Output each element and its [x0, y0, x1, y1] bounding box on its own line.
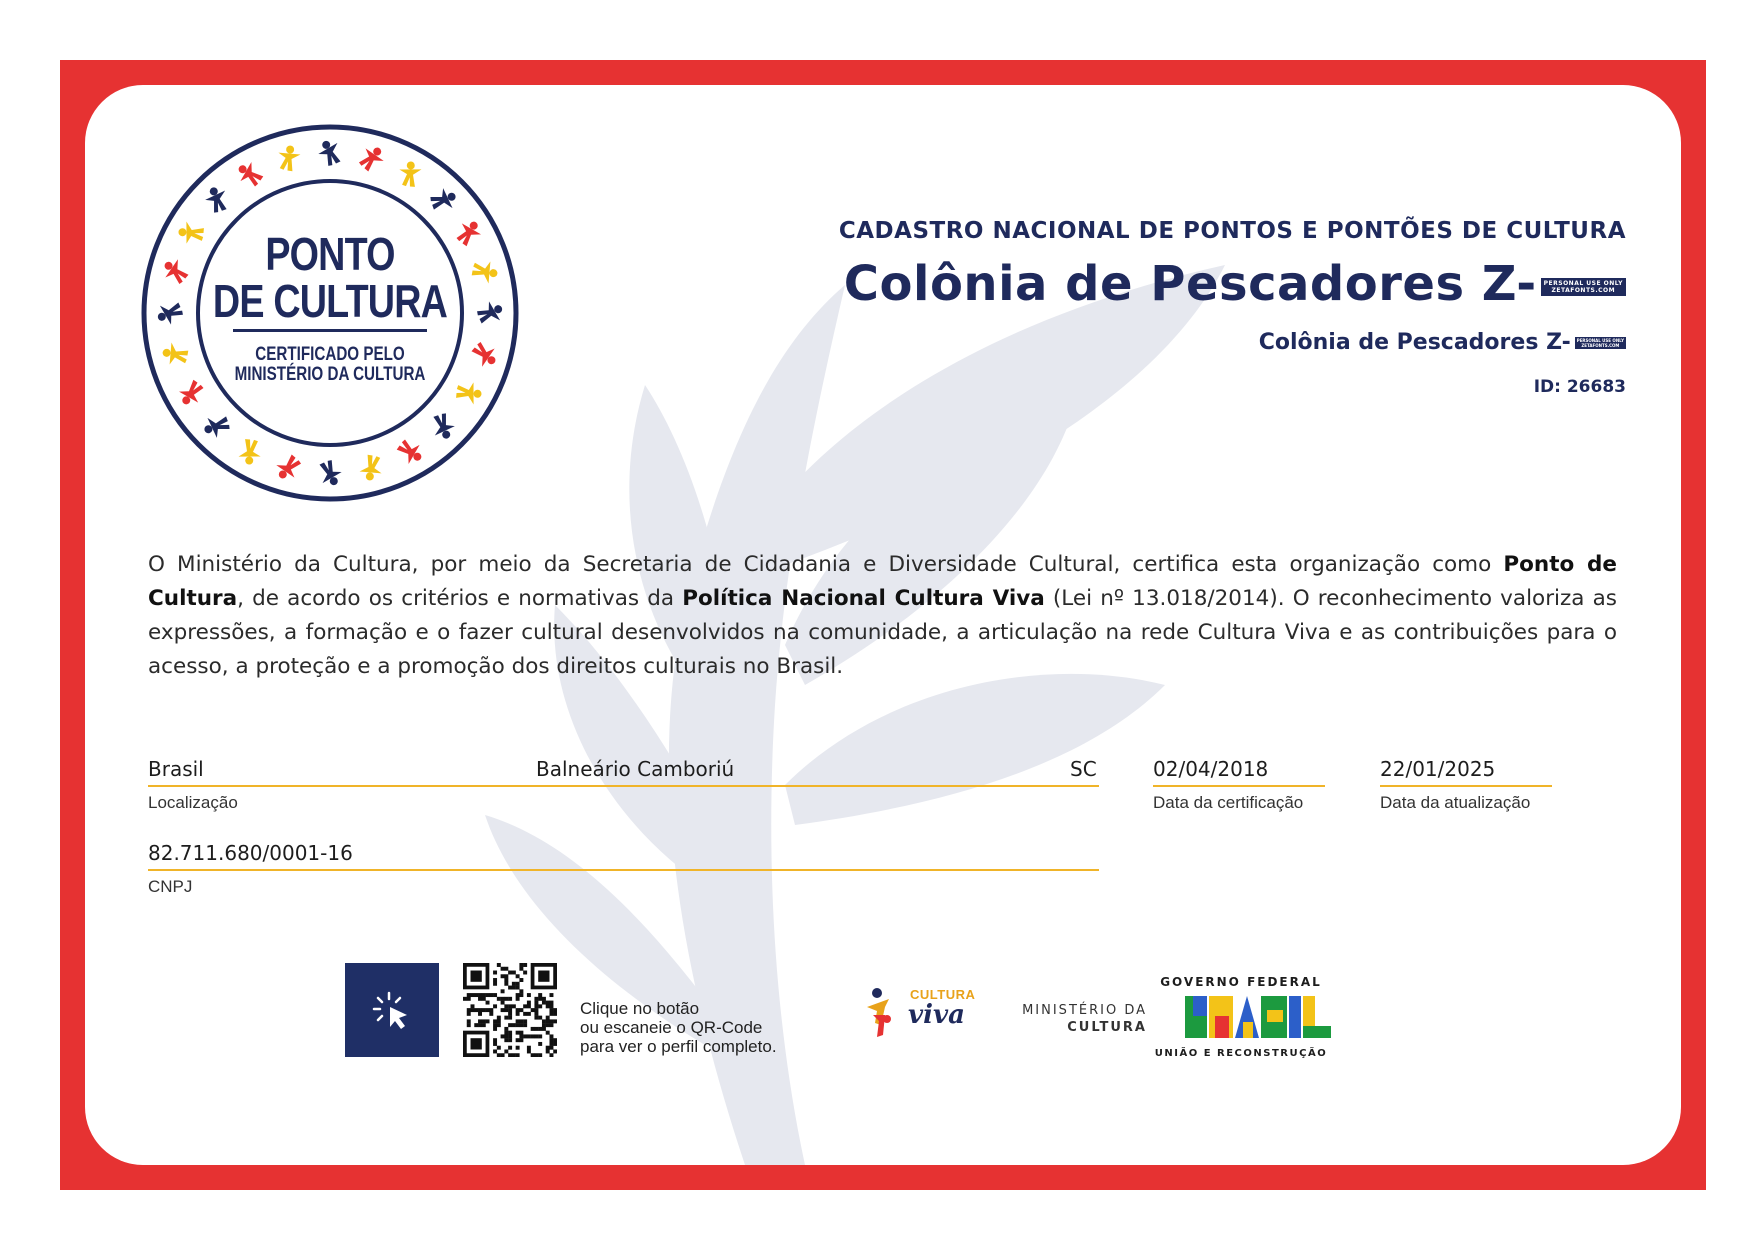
qr-module [542, 1027, 546, 1031]
qr-module [474, 1023, 478, 1027]
qr-module [519, 1023, 523, 1027]
seal-divider [233, 329, 427, 332]
qr-module [553, 1049, 557, 1053]
qr-code[interactable] [463, 963, 557, 1057]
qr-module [486, 1001, 490, 1005]
qr-module [471, 1004, 475, 1008]
qr-module [478, 993, 482, 997]
qr-module [493, 1019, 497, 1023]
statement-part-2: , de acordo os critérios e normativas da [237, 586, 683, 611]
qr-module [467, 1019, 471, 1023]
qr-module [486, 1019, 490, 1023]
open-profile-button[interactable] [345, 963, 439, 1057]
qr-module [508, 1038, 512, 1042]
cultura-viva-logo-bottom: viva [908, 1000, 965, 1030]
qr-module [482, 1023, 486, 1027]
qr-module [504, 1034, 508, 1038]
qr-module [504, 978, 508, 982]
qr-module [504, 1038, 508, 1042]
qr-module [493, 1027, 497, 1031]
qr-module [497, 1053, 501, 1057]
font-watermark-badge: PERSONAL USE ONLY ZETAFONTS.COM [1541, 278, 1626, 296]
qr-module [493, 1038, 497, 1042]
qr-module [516, 986, 520, 990]
qr-module [546, 1001, 550, 1005]
qr-module [478, 997, 482, 1001]
qr-module [538, 1042, 542, 1046]
qr-module [504, 1027, 508, 1031]
qr-module [508, 997, 512, 1001]
qr-module [527, 1001, 531, 1005]
brasil-government-logo [1185, 992, 1385, 1042]
qr-module [471, 1038, 482, 1049]
qr-module [527, 993, 531, 997]
qr-module [508, 1046, 512, 1050]
ministerio-line-2: CULTURA [1067, 1020, 1147, 1035]
qr-module [501, 1053, 505, 1057]
qr-module [508, 1034, 512, 1038]
location-underline [148, 785, 1099, 787]
qr-caption-line-2: ou escaneie o QR-Code [580, 1018, 763, 1037]
qr-module [463, 997, 467, 1001]
qr-module [553, 1042, 557, 1046]
qr-module [501, 1034, 505, 1038]
qr-module [534, 1004, 538, 1008]
qr-module [553, 1038, 557, 1042]
qr-module [493, 982, 497, 986]
qr-module [508, 1031, 512, 1035]
qr-module [549, 993, 553, 997]
qr-module [489, 1012, 493, 1016]
qr-module [519, 1034, 523, 1038]
qr-module [512, 1023, 516, 1027]
organization-subname [726, 330, 1626, 355]
qr-module [508, 1023, 512, 1027]
certificate-id: ID: 26683 [1533, 377, 1626, 397]
qr-module [467, 993, 471, 997]
qr-module [519, 1038, 523, 1042]
state-value: SC [1070, 757, 1097, 781]
qr-module [549, 1019, 553, 1023]
registry-title: CADASTRO NACIONAL DE PONTOS E PONTÕES DE CULTURA [838, 218, 1626, 244]
country-value: Brasil [148, 757, 204, 781]
qr-module [534, 1012, 538, 1016]
qr-module [508, 986, 512, 990]
cnpj-underline [148, 869, 1099, 871]
qr-module [467, 997, 471, 1001]
update-date-value: 22/01/2025 [1380, 757, 1496, 781]
qr-module [542, 1001, 546, 1005]
qr-module [497, 1023, 501, 1027]
qr-module [489, 993, 493, 997]
qr-module [527, 1046, 531, 1050]
cultura-viva-logo-top: CULTURA [910, 987, 976, 1002]
qr-module [471, 993, 475, 997]
certification-date-label: Data da certificação [1153, 793, 1304, 812]
qr-module [519, 963, 523, 967]
seal-title: PONTO DE CULTURA [212, 228, 448, 327]
statement-part-1: O Ministério da Cultura, por meio da Secretaria de Cidadania e Diversidade Cultural, certifica esta organização como [148, 552, 1504, 577]
qr-module [471, 1008, 475, 1012]
statement-bold-2: Política Nacional Cultura Viva [682, 586, 1045, 611]
qr-module [546, 1023, 550, 1027]
qr-module [519, 989, 523, 993]
qr-module [546, 1004, 550, 1008]
qr-module [527, 1004, 531, 1008]
qr-module [546, 1031, 550, 1035]
qr-module [542, 1019, 546, 1023]
qr-module [516, 1038, 520, 1042]
qr-module [504, 1004, 508, 1008]
qr-module [542, 997, 546, 1001]
qr-module [474, 1008, 478, 1012]
qr-module [538, 1027, 542, 1031]
qr-module [489, 1008, 493, 1012]
qr-module [504, 1016, 508, 1020]
cnpj-label: CNPJ [148, 877, 193, 896]
qr-module [546, 1049, 550, 1053]
qr-module [474, 993, 478, 997]
qr-module [497, 997, 501, 1001]
qr-caption [580, 999, 777, 1056]
ministerio-line-1: MINISTÉRIO DA [1022, 1003, 1147, 1018]
qr-caption-line-3: para ver o perfil completo. [580, 1037, 777, 1056]
qr-module [531, 1053, 535, 1057]
qr-module [534, 1034, 538, 1038]
qr-module [508, 1016, 512, 1020]
qr-module [493, 993, 497, 997]
qr-module [534, 1008, 538, 1012]
location-label: Localização [148, 793, 238, 812]
qr-module [516, 974, 520, 978]
qr-module [486, 993, 490, 997]
qr-module [549, 1046, 553, 1050]
certification-date-underline [1153, 785, 1325, 787]
qr-module [546, 1016, 550, 1020]
qr-module [467, 1023, 471, 1027]
qr-module [501, 1001, 505, 1005]
qr-module [534, 997, 538, 1001]
qr-module [523, 1012, 527, 1016]
qr-module [538, 1053, 542, 1057]
qr-module [504, 967, 508, 971]
qr-module [534, 1053, 538, 1057]
qr-module [467, 1012, 471, 1016]
qr-module [493, 978, 497, 982]
qr-module [549, 1038, 553, 1042]
qr-module [549, 1023, 553, 1027]
certificate-statement [148, 548, 1617, 684]
qr-module [512, 1004, 516, 1008]
qr-module [482, 993, 486, 997]
qr-module [534, 1001, 538, 1005]
qr-module [486, 1008, 490, 1012]
qr-module [546, 1046, 550, 1050]
qr-module [523, 1019, 527, 1023]
qr-module [538, 1004, 542, 1008]
qr-module [501, 974, 505, 978]
qr-module [478, 1023, 482, 1027]
qr-module [523, 963, 527, 967]
qr-module [549, 1042, 553, 1046]
qr-module [512, 986, 516, 990]
qr-module [549, 1001, 553, 1005]
qr-module [482, 1019, 486, 1023]
qr-module [549, 1053, 553, 1057]
qr-caption-line-1: Clique no botão [580, 999, 700, 1018]
organization-subname-text: Colônia de Pescadores Z- [1258, 330, 1571, 355]
qr-module [519, 978, 523, 982]
qr-module [504, 1008, 508, 1012]
qr-module [527, 1012, 531, 1016]
qr-module [493, 1049, 497, 1053]
qr-module [546, 1019, 550, 1023]
qr-module [504, 997, 508, 1001]
certificate-card [85, 85, 1681, 1165]
qr-module [538, 993, 542, 997]
qr-module [531, 1008, 535, 1012]
qr-module [523, 1004, 527, 1008]
qr-module [501, 989, 505, 993]
qr-module [508, 971, 512, 975]
cnpj-value: 82.711.680/0001-16 [148, 841, 353, 865]
statement-bold-1: Ponto de Cultura [148, 552, 1617, 611]
qr-module [519, 967, 523, 971]
qr-module [504, 974, 508, 978]
qr-module [538, 1016, 542, 1020]
qr-module [516, 997, 520, 1001]
qr-module [534, 1027, 538, 1031]
qr-module [534, 1016, 538, 1020]
qr-module [501, 997, 505, 1001]
qr-module [516, 1019, 520, 1023]
qr-module [508, 1008, 512, 1012]
qr-module [531, 1027, 535, 1031]
certification-date-value: 02/04/2018 [1153, 757, 1269, 781]
qr-module [519, 993, 523, 997]
qr-module [478, 1012, 482, 1016]
qr-module [523, 1034, 527, 1038]
qr-module [493, 1042, 497, 1046]
qr-module [482, 997, 486, 1001]
seal-subtitle: CERTIFICADO PELO MINISTÉRIO DA CULTURA [234, 344, 426, 385]
qr-module [478, 1008, 482, 1012]
qr-module [519, 1031, 523, 1035]
qr-module [538, 971, 549, 982]
qr-module [549, 1008, 553, 1012]
city-value: Balneário Camboriú [536, 757, 735, 781]
qr-module [512, 1053, 516, 1057]
qr-module [497, 963, 501, 967]
governo-federal-label: GOVERNO FEDERAL [1160, 975, 1322, 989]
qr-module [471, 971, 482, 982]
qr-module [516, 993, 520, 997]
qr-module [482, 1008, 486, 1012]
qr-module [508, 1004, 512, 1008]
statement-part-3: (Lei nº 13.018/2014). O reconhecimento valoriza as expressões, a formação e o fazer cultural desenvolvidos na comunidade, a articulação na rede Cultura Viva e as contribuições para o acesso, a proteção e a promoção dos direitos culturais no Brasil. [148, 586, 1618, 679]
qr-module [501, 1008, 505, 1012]
qr-module [523, 971, 527, 975]
organization-name [726, 256, 1626, 312]
ponto-de-cultura-seal [140, 123, 520, 503]
qr-module [501, 967, 505, 971]
qr-module [516, 1031, 520, 1035]
qr-module [493, 1023, 497, 1027]
qr-module [497, 1046, 501, 1050]
update-date-underline [1380, 785, 1552, 787]
qr-module [516, 1046, 520, 1050]
qr-module [527, 1049, 531, 1053]
qr-module [508, 1012, 512, 1016]
qr-module [527, 1034, 531, 1038]
qr-module [516, 1012, 520, 1016]
qr-module [516, 1023, 520, 1027]
qr-module [493, 1004, 497, 1008]
qr-module [531, 1034, 535, 1038]
qr-module [512, 971, 516, 975]
organization-name-text: Colônia de Pescadores Z- [843, 256, 1537, 312]
update-date-label: Data da atualização [1380, 793, 1531, 812]
qr-module [519, 1019, 523, 1023]
qr-module [504, 1049, 508, 1053]
qr-module [553, 1008, 557, 1012]
qr-module [538, 1034, 542, 1038]
qr-module [493, 971, 497, 975]
qr-module [553, 1012, 557, 1016]
qr-module [497, 1019, 501, 1023]
qr-module [516, 1008, 520, 1012]
qr-module [549, 1034, 553, 1038]
qr-module [542, 1023, 546, 1027]
qr-module [549, 1004, 553, 1008]
qr-module [553, 1019, 557, 1023]
qr-module [512, 982, 516, 986]
qr-module [497, 1016, 501, 1020]
qr-module [516, 982, 520, 986]
qr-module [467, 1008, 471, 1012]
qr-module [504, 1031, 508, 1035]
qr-module [538, 997, 542, 1001]
qr-module [519, 1008, 523, 1012]
qr-module [504, 982, 508, 986]
cursor-click-icon [345, 963, 439, 1057]
uniao-reconstrucao-label: UNIÃO E RECONSTRUÇÃO [1154, 1048, 1328, 1059]
qr-module [516, 1053, 520, 1057]
qr-module [549, 1012, 553, 1016]
font-watermark-badge-small: PERSONAL USE ONLY ZETAFONTS.COM [1576, 338, 1624, 348]
certificate-header [726, 218, 1626, 397]
qr-module [508, 1053, 512, 1057]
qr-module [478, 1019, 482, 1023]
ministerio-da-cultura-logo [995, 1002, 1147, 1036]
qr-module [523, 1023, 527, 1027]
